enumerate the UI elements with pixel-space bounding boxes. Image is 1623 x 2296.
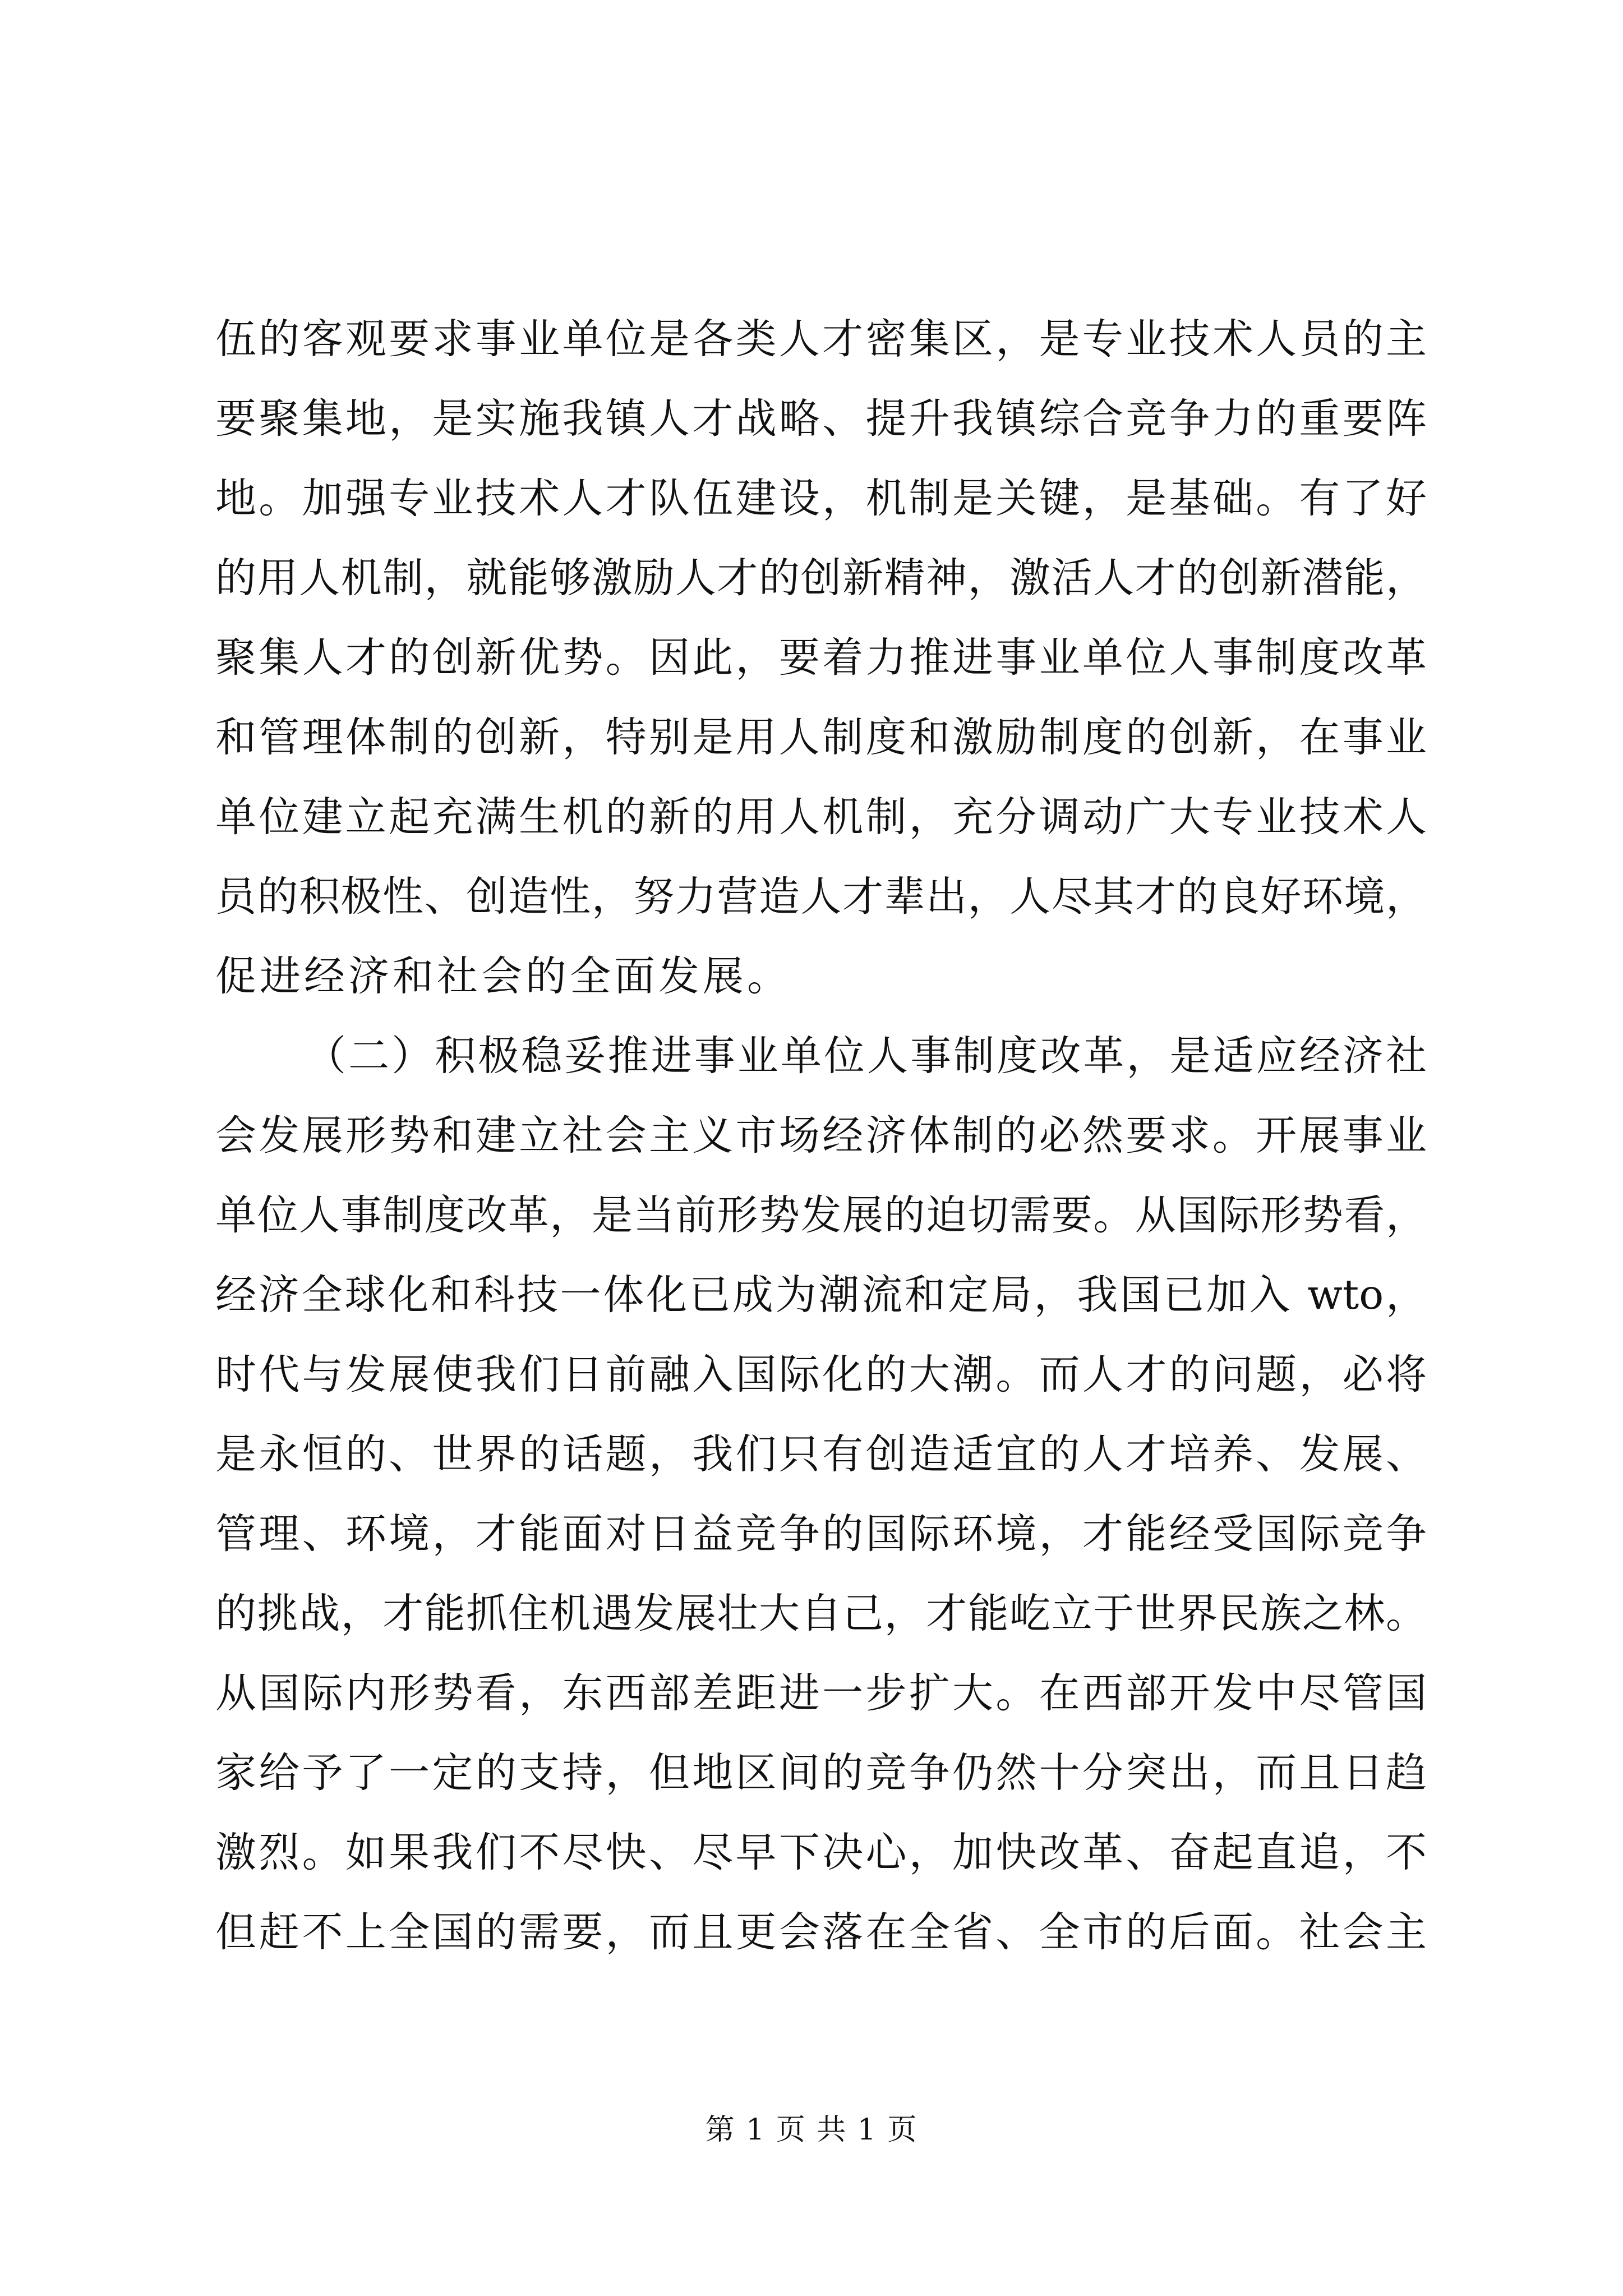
- body-text-line: 的用人机制，就能够激励人才的创新精神，激活人才的创新潜能，: [215, 554, 1427, 602]
- body-text-line: 聚集人才的创新优势。因此，要着力推进事业单位人事制度改革: [215, 634, 1427, 682]
- body-text-line: 经济全球化和科技一体化已成为潮流和定局，我国已加入 wto，: [215, 1271, 1427, 1319]
- body-text-line: 的挑战，才能抓住机遇发展壮大自己，才能屹立于世界民族之林。: [215, 1590, 1427, 1637]
- body-text-line: 员的积极性、创造性，努力营造人才辈出，人尽其才的良好环境，: [215, 873, 1427, 921]
- body-text-line: 家给予了一定的支持，但地区间的竞争仍然十分突出，而且日趋: [215, 1749, 1427, 1797]
- body-text-line: 是永恒的、世界的话题，我们只有创造适宜的人才培养、发展、: [215, 1430, 1427, 1478]
- body-text-line: 管理、环境，才能面对日益竞争的国际环境，才能经受国际竞争: [215, 1510, 1427, 1558]
- body-text-line: 要聚集地，是实施我镇人才战略、提升我镇综合竞争力的重要阵: [215, 395, 1427, 443]
- body-text-line: 伍的客观要求事业单位是各类人才密集区，是专业技术人员的主: [215, 315, 1427, 363]
- body-text-line: 但赶不上全国的需要，而且更会落在全省、全市的后面。社会主: [215, 1908, 1427, 1956]
- paragraph-end-line: 促进经济和社会的全面发展。: [215, 953, 791, 1000]
- body-text-line: 时代与发展使我们日前融入国际化的大潮。而人才的问题，必将: [215, 1351, 1427, 1398]
- paragraph-start-line: （二）积极稳妥推进事业单位人事制度改革，是适应经济社: [305, 1032, 1427, 1080]
- body-text-line: 激烈。如果我们不尽快、尽早下决心，加快改革、奋起直追，不: [215, 1829, 1427, 1876]
- body-text-line: 单位建立起充满生机的新的用人机制，充分调动广大专业技术人: [215, 793, 1427, 841]
- body-text-line: 单位人事制度改革，是当前形势发展的迫切需要。从国际形势看，: [215, 1191, 1427, 1239]
- page-number-footer: 第 1 页 共 1 页: [705, 2113, 918, 2147]
- body-text-line: 会发展形势和建立社会主义市场经济体制的必然要求。开展事业: [215, 1112, 1427, 1159]
- body-text-line: 地。加强专业技术人才队伍建设，机制是关键，是基础。有了好: [215, 475, 1427, 522]
- body-text-line: 从国际内形势看，东西部差距进一步扩大。在西部开发中尽管国: [215, 1669, 1427, 1717]
- body-text-line: 和管理体制的创新，特别是用人制度和激励制度的创新，在事业: [215, 714, 1427, 761]
